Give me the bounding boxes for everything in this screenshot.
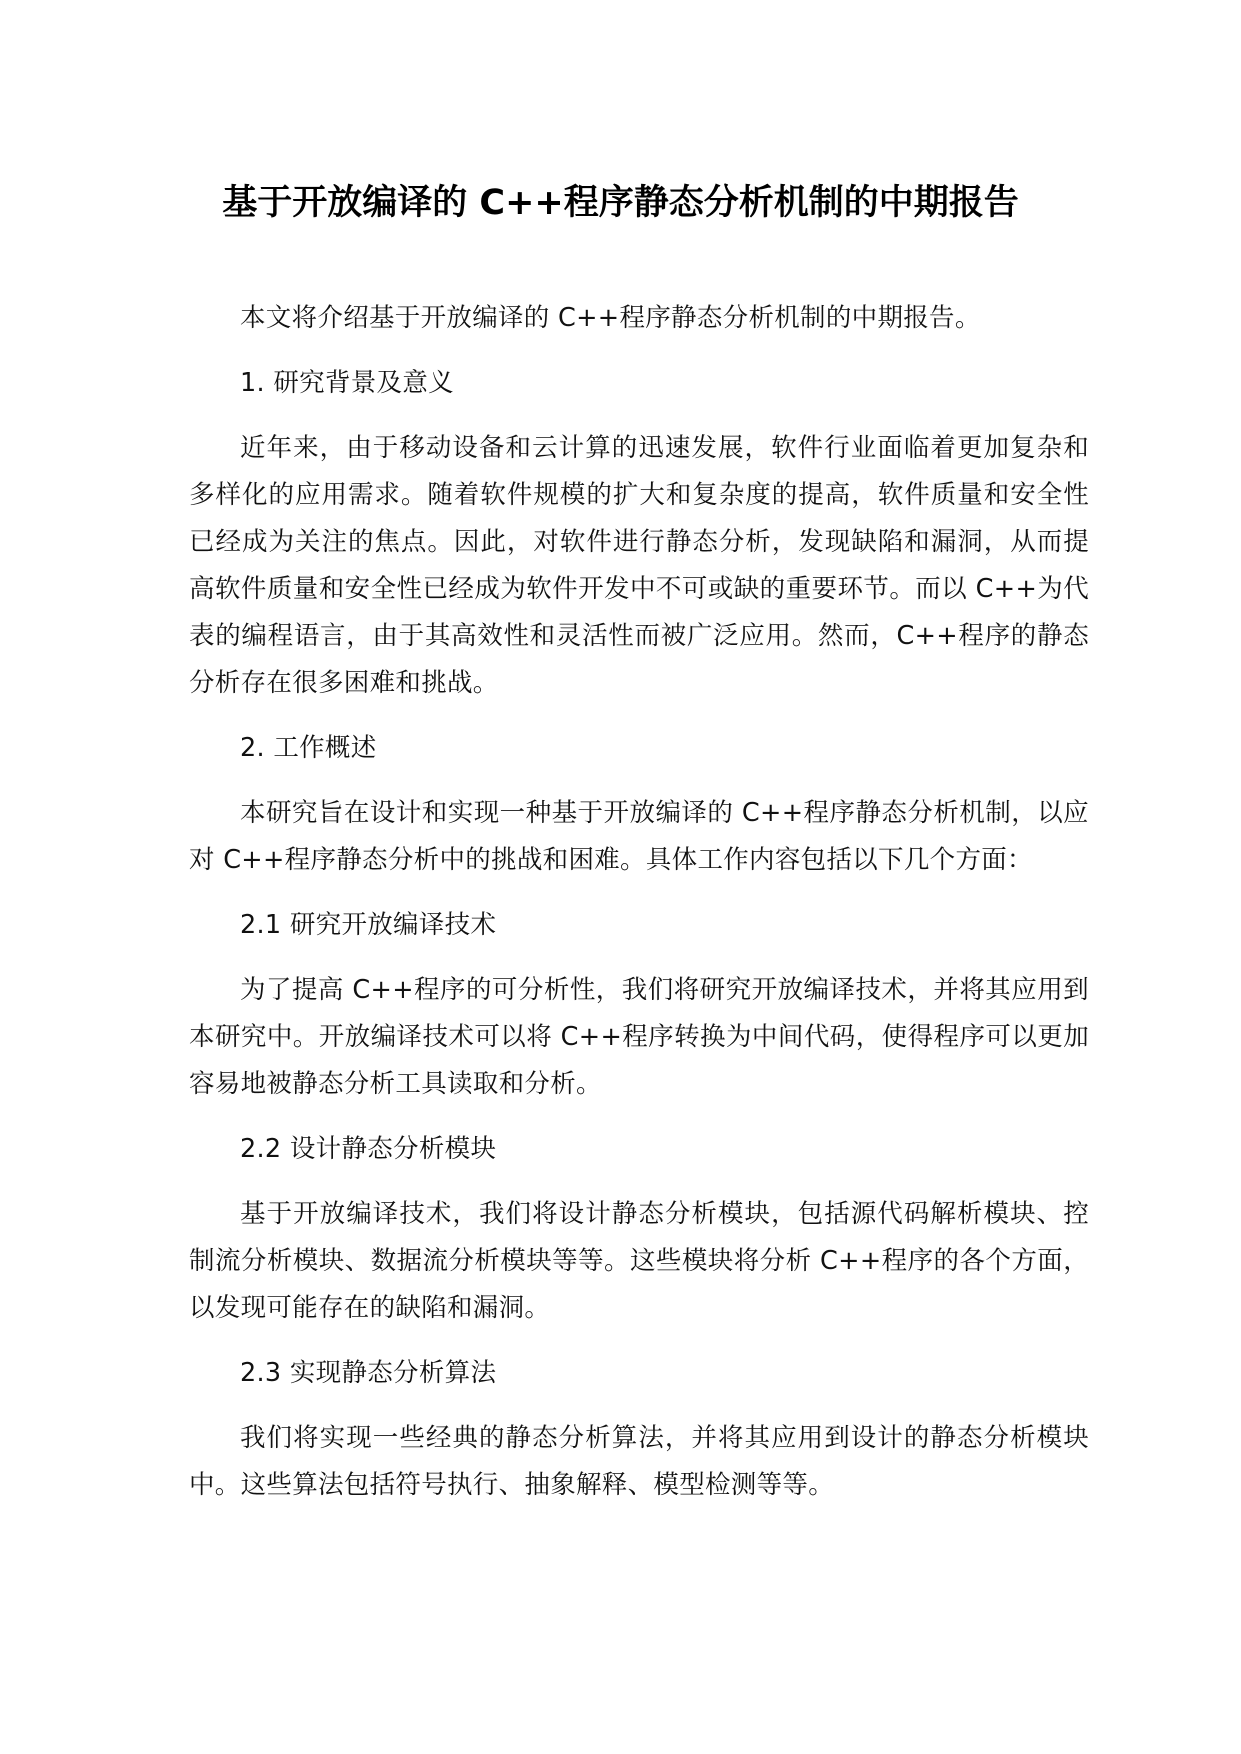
intro-paragraph: 本文将介绍基于开放编译的 C++程序静态分析机制的中期报告。: [240, 303, 981, 333]
analysis-algorithm-paragraph: 我们将实现一些经典的静态分析算法，并将其应用到设计的静态分析模块中。这些算法包括符号执行、抽象解释、模型检测等等。: [189, 1423, 1089, 1500]
subsection-heading-2-2: 2.2 设计静态分析模块: [240, 1134, 497, 1164]
analysis-module-paragraph: 基于开放编译技术，我们将设计静态分析模块，包括源代码解析模块、控制流分析模块、数据流分析模块等等。这些模块将分析 C++程序的各个方面，以发现可能存在的缺陷和漏洞。: [189, 1199, 1089, 1323]
subsection-heading-2-1: 2.1 研究开放编译技术: [240, 910, 497, 940]
section-heading-2: 2. 工作概述: [240, 733, 377, 763]
section-heading-1: 1. 研究背景及意义: [240, 368, 454, 398]
open-compilation-paragraph: 为了提高 C++程序的可分析性，我们将研究开放编译技术，并将其应用到本研究中。开放编译技术可以将 C++程序转换为中间代码，使得程序可以更加容易地被静态分析工具读取和分析。: [189, 975, 1089, 1099]
overview-paragraph: 本研究旨在设计和实现一种基于开放编译的 C++程序静态分析机制，以应对 C++程序静态分析中的挑战和困难。具体工作内容包括以下几个方面：: [189, 798, 1089, 875]
subsection-heading-2-3: 2.3 实现静态分析算法: [240, 1358, 497, 1388]
document-body: [189, 295, 1089, 1527]
page-title: 基于开放编译的 C++程序静态分析机制的中期报告: [222, 183, 1019, 223]
background-paragraph: 近年来，由于移动设备和云计算的迅速发展，软件行业面临着更加复杂和多样化的应用需求。随着软件规模的扩大和复杂度的提高，软件质量和安全性已经成为关注的焦点。因此，对软件进行静态分析，发现缺陷和漏洞，从而提高软件质量和安全性已经成为软件开发中不可或缺的重要环节。而以 C++为代表的编程语言，由于其高效性和灵活性而被广泛应用。然而，C++程序的静态分析存在很多困难和挑战。: [189, 433, 1089, 698]
